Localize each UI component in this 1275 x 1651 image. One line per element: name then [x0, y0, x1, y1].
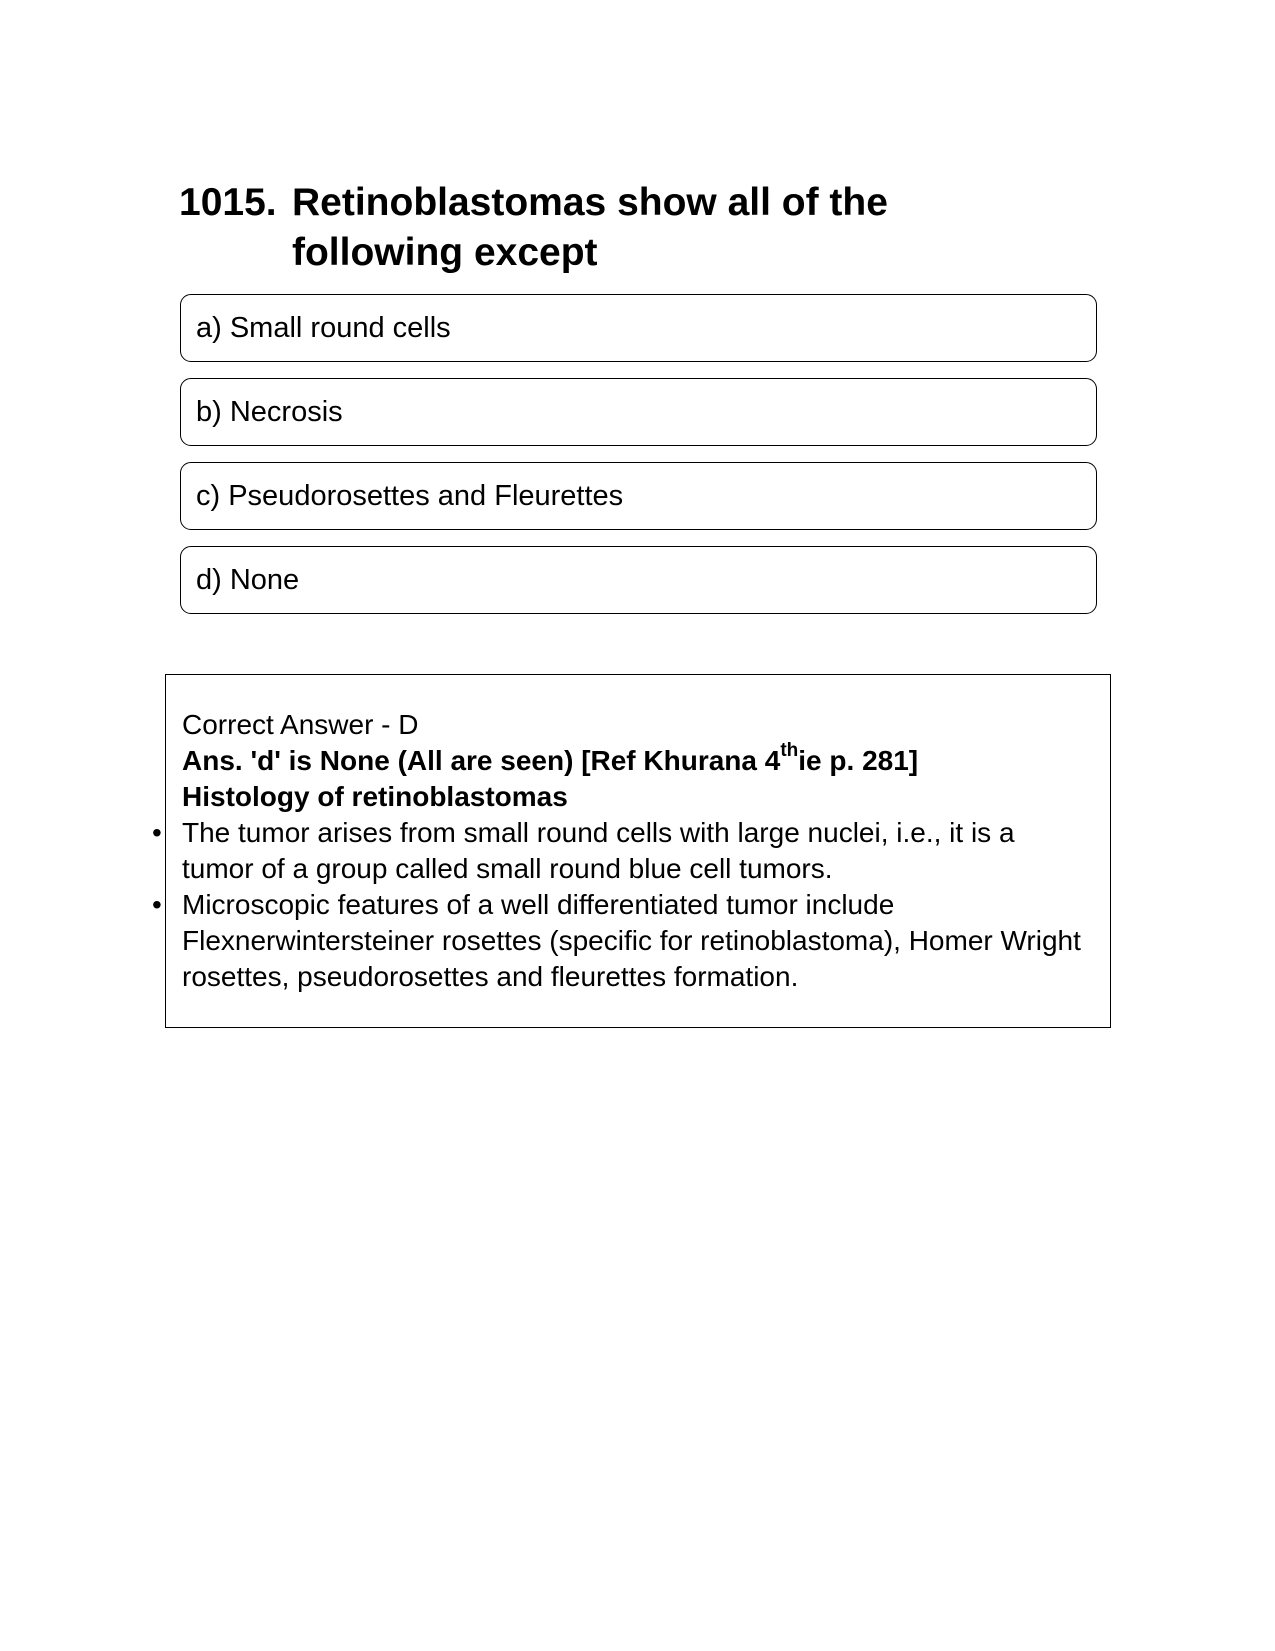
list-item-text: The tumor arises from small round cells with large nuclei, i.e., it is a tumor of a group called small round blue cell tumors.	[182, 817, 1015, 884]
bullet-icon: •	[152, 817, 162, 848]
question-text: Retinoblastomas show all of the following except	[292, 181, 888, 274]
question-heading	[179, 178, 1079, 278]
answer-content	[152, 707, 1087, 995]
question-number: 1015.	[179, 181, 277, 224]
correct-answer: Correct Answer - D	[182, 709, 419, 740]
option-a[interactable]: a) Small round cells	[180, 294, 1097, 362]
option-b[interactable]: b) Necrosis	[180, 378, 1097, 446]
list-item	[152, 887, 1087, 995]
list-item-text: Microscopic features of a well differentiated tumor include Flexnerwintersteiner rosettes (specific for retinoblastoma), Homer Wright rosettes, pseudorosettes and fleurettes formation.	[182, 889, 1081, 992]
option-c[interactable]: c) Pseudorosettes and Fleurettes	[180, 462, 1097, 530]
answer-explanation-box	[152, 674, 1111, 1028]
option-d[interactable]: d) None	[180, 546, 1097, 614]
bullet-icon: •	[152, 889, 162, 920]
list-item	[152, 815, 1087, 887]
histology-points	[152, 815, 1087, 995]
histology-heading: Histology of retinoblastomas	[182, 781, 568, 812]
explanation-text-end: ie p. 281]	[798, 745, 919, 776]
explanation-text: Ans. 'd' is None (All are seen) [Ref Khurana 4	[182, 745, 781, 776]
answer-explanation	[182, 739, 1087, 779]
explanation-superscript: th	[780, 739, 799, 761]
answer-options	[180, 294, 1097, 630]
